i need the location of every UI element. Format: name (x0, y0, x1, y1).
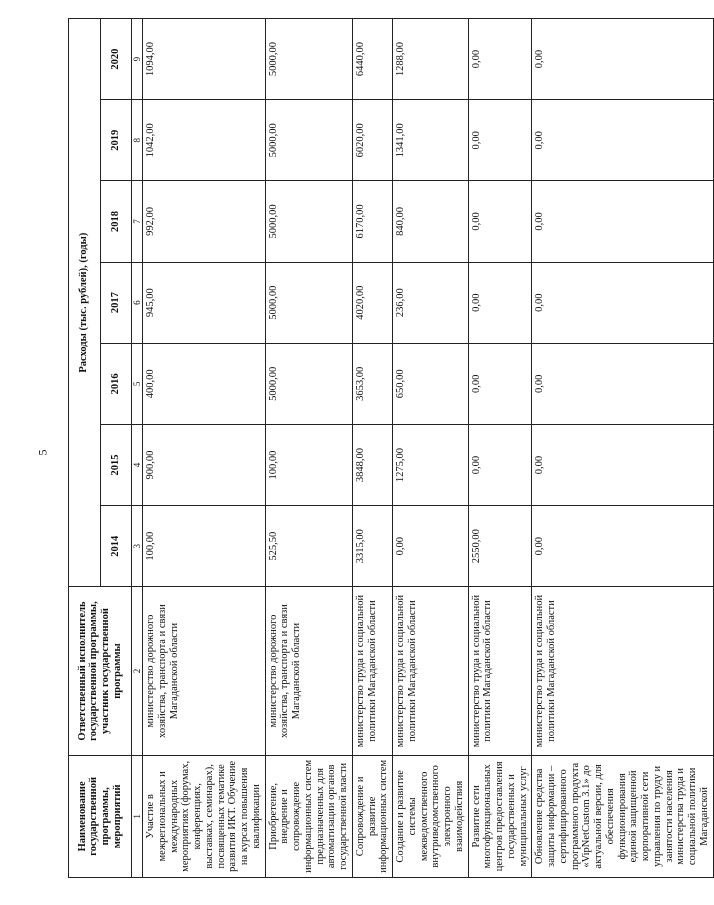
header-year: 2015 (100, 424, 132, 505)
row-value: 5000,00 (265, 262, 352, 343)
row-value: 0,00 (532, 343, 713, 424)
row-value: 525,50 (265, 506, 352, 587)
row-name: Приобретение, внедрение и сопровождение информационных систем предназначенных для автоматизации органов государственной власти (265, 755, 352, 877)
header-year: 2019 (100, 100, 132, 181)
header-year: 2017 (100, 262, 132, 343)
expenses-table (68, 18, 714, 878)
row-value: 236,00 (393, 262, 469, 343)
row-name: Участие в межрегиональных и международных мероприятиях (форумах, конференциях, выставках, семинарах), посвященных тематике развития ИКТ. Обучение на курсах повышения квалификации (143, 755, 266, 877)
row-value: 840,00 (393, 181, 469, 262)
row-value: 0,00 (468, 100, 532, 181)
column-number: 5 (132, 343, 143, 424)
row-value: 3653,00 (352, 343, 392, 424)
row-value: 0,00 (468, 181, 532, 262)
row-name: Развитие сети многофункциональных центров предоставления государственных и муниципальных услуг (468, 755, 532, 877)
rotated-table-container (68, 18, 710, 878)
column-number: 8 (132, 100, 143, 181)
table-row (468, 19, 532, 878)
column-number: 9 (132, 19, 143, 100)
row-value: 1341,00 (393, 100, 469, 181)
header-year: 2014 (100, 506, 132, 587)
row-value: 3848,00 (352, 424, 392, 505)
column-number: 4 (132, 424, 143, 505)
column-number: 6 (132, 262, 143, 343)
row-value: 5000,00 (265, 100, 352, 181)
header-executor: Ответственный исполнитель государственной программы, участник государственной программы (69, 587, 132, 755)
row-value: 5000,00 (265, 19, 352, 100)
row-value: 0,00 (468, 424, 532, 505)
row-value: 0,00 (532, 262, 713, 343)
row-value: 945,00 (143, 262, 266, 343)
page-number: 5 (35, 449, 50, 456)
row-value: 1288,00 (393, 19, 469, 100)
row-value: 400,00 (143, 343, 266, 424)
row-value: 992,00 (143, 181, 266, 262)
row-value: 0,00 (468, 343, 532, 424)
row-value: 0,00 (532, 19, 713, 100)
column-number: 1 (132, 755, 143, 877)
row-value: 0,00 (532, 424, 713, 505)
header-name: Наименование государственной программы, мероприятий (69, 755, 132, 877)
row-value: 1042,00 (143, 100, 266, 181)
row-value: 2550,00 (468, 506, 532, 587)
row-value: 0,00 (532, 181, 713, 262)
row-value: 0,00 (532, 506, 713, 587)
column-number: 3 (132, 506, 143, 587)
row-value: 1275,00 (393, 424, 469, 505)
row-value: 1094,00 (143, 19, 266, 100)
header-year: 2020 (100, 19, 132, 100)
row-value: 650,00 (393, 343, 469, 424)
header-year: 2016 (100, 343, 132, 424)
row-value: 0,00 (532, 100, 713, 181)
row-executor: министерство труда и социальной политики Магаданской области (352, 587, 392, 755)
table-row (393, 19, 469, 878)
row-value: 5000,00 (265, 343, 352, 424)
row-value: 6440,00 (352, 19, 392, 100)
table-row (265, 19, 352, 878)
table-row (352, 19, 392, 878)
row-value: 900,00 (143, 424, 266, 505)
row-value: 5000,00 (265, 181, 352, 262)
header-row-1 (69, 19, 101, 878)
column-number-row (132, 19, 143, 878)
row-name: Сопровождение и развитие информационных систем (352, 755, 392, 877)
column-number: 7 (132, 181, 143, 262)
row-value: 6020,00 (352, 100, 392, 181)
row-executor: министерство дорожного хозяйства, транспорта и связи Магаданской области (143, 587, 266, 755)
row-executor: министерство дорожного хозяйства, транспорта и связи Магаданской области (265, 587, 352, 755)
table-row (143, 19, 266, 878)
column-number: 2 (132, 587, 143, 755)
row-name: Обновление средства защиты информации – сертифицированного программного продукта «VipNetCustom 3.1» до актуальной версии, для обеспечения функционирования единой защищенной корпоративной сети управления по труду и занятости населения министерства труда и социальной политики Магаданской (532, 755, 713, 877)
row-value: 0,00 (468, 262, 532, 343)
row-executor: министерство труда и социальной политики Магаданской области (532, 587, 713, 755)
row-value: 100,00 (143, 506, 266, 587)
header-expenses: Расходы (тыс. рублей), (годы) (69, 19, 101, 587)
row-executor: министерство труда и социальной политики Магаданской области (468, 587, 532, 755)
row-value: 100,00 (265, 424, 352, 505)
header-year: 2018 (100, 181, 132, 262)
row-value: 3315,00 (352, 506, 392, 587)
table-row (532, 19, 713, 878)
row-value: 0,00 (393, 506, 469, 587)
row-value: 0,00 (468, 19, 532, 100)
row-executor: министерство труда и социальной политики Магаданской области (393, 587, 469, 755)
row-value: 6170,00 (352, 181, 392, 262)
row-value: 4020,00 (352, 262, 392, 343)
row-name: Создание и развитие системы межведомственного внутриведомственного электронного взаимодействия (393, 755, 469, 877)
